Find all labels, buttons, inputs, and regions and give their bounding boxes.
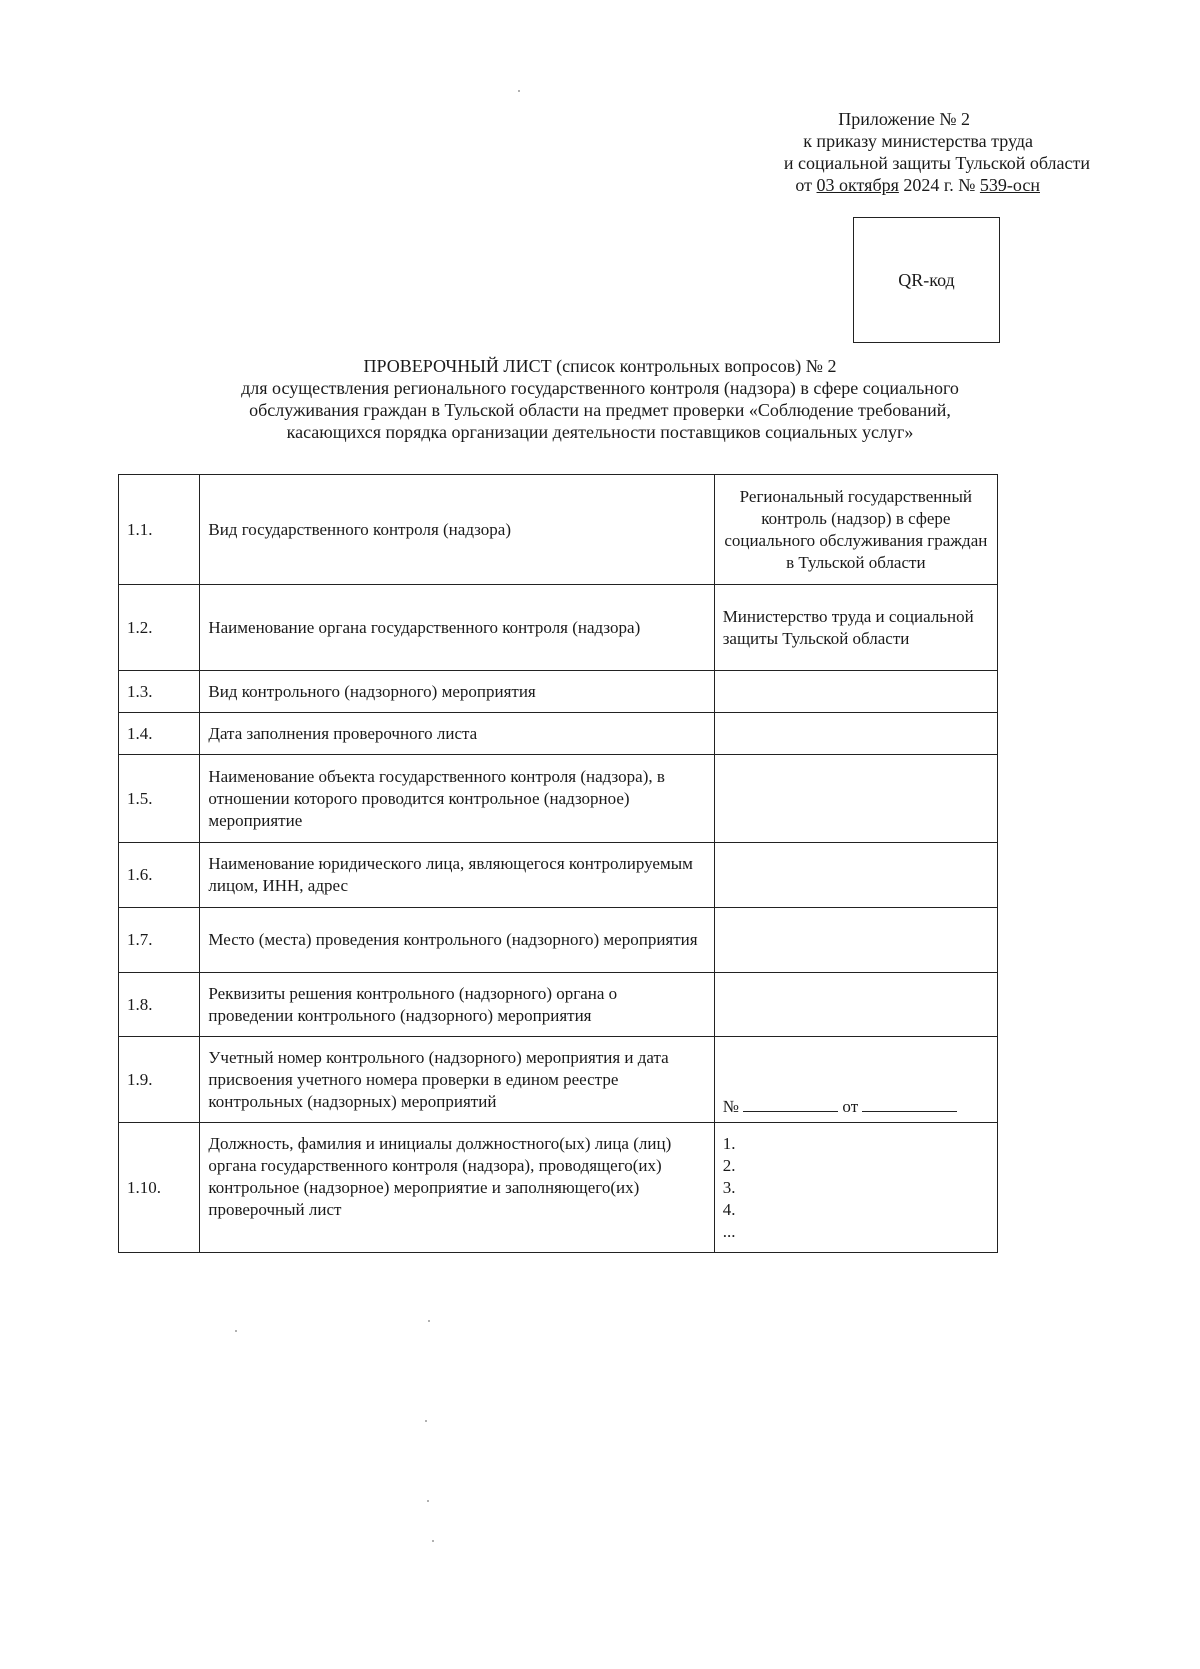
document-heading	[140, 355, 1060, 443]
number-sign: №	[722, 1097, 739, 1116]
scan-speck	[428, 1320, 430, 1322]
table-row	[119, 1037, 998, 1123]
table-row	[119, 713, 998, 755]
row-answer: Министерство труда и социальной защиты Тульской области	[714, 585, 997, 671]
table-row	[119, 671, 998, 713]
heading-line-2: для осуществления регионального государственного контроля (надзора) в сфере социального	[241, 378, 959, 398]
row-answer-field[interactable]	[714, 973, 997, 1037]
row-answer-field[interactable]	[714, 671, 997, 713]
row-question: Реквизиты решения контрольного (надзорного) органа о проведении контрольного (надзорного) мероприятия	[200, 973, 714, 1037]
heading-line-3: обслуживания граждан в Тульской области на предмет проверки «Соблюдение требований,	[249, 400, 951, 420]
order-number: 539-осн	[979, 175, 1040, 195]
row-number: 1.4.	[119, 713, 200, 755]
registration-date-field[interactable]	[862, 1097, 957, 1112]
row-question: Место (места) проведения контрольного (надзорного) мероприятия	[200, 908, 714, 973]
list-item[interactable]: ...	[722, 1222, 736, 1241]
appendix-ministry: и социальной защиты Тульской области	[783, 153, 1090, 173]
order-prefix: от	[795, 175, 813, 195]
scan-speck	[427, 1500, 429, 1502]
row-answer-field[interactable]	[714, 843, 997, 908]
row-answer: Региональный государственный контроль (надзор) в сфере социального обслуживания граждан в Тульской области	[714, 475, 997, 585]
row-question: Наименование органа государственного контроля (надзора)	[200, 585, 714, 671]
row-question: Учетный номер контрольного (надзорного) мероприятия и дата присвоения учетного номера проверки в едином реестре контрольных (надзорных) мероприятий	[200, 1037, 714, 1123]
row-number: 1.10.	[119, 1123, 200, 1253]
row-question: Дата заполнения проверочного листа	[200, 713, 714, 755]
row-question: Наименование объекта государственного контроля (надзора), в отношении которого проводится контрольное (надзорное) мероприятие	[200, 755, 714, 843]
checklist-table	[118, 474, 998, 1253]
row-number: 1.1.	[119, 475, 200, 585]
row-question: Наименование юридического лица, являющегося контролируемым лицом, ИНН, адрес	[200, 843, 714, 908]
heading-line-4: касающихся порядка организации деятельности поставщиков социальных услуг»	[286, 422, 914, 442]
row-question: Вид контрольного (надзорного) мероприятия	[200, 671, 714, 713]
scan-speck	[518, 90, 520, 92]
scan-speck	[235, 1330, 237, 1332]
table-row	[119, 908, 998, 973]
appendix-header	[690, 108, 1090, 196]
row-number: 1.6.	[119, 843, 200, 908]
qr-code-placeholder	[853, 217, 1000, 343]
list-item[interactable]: 3.	[722, 1178, 736, 1197]
table-row	[119, 1123, 998, 1253]
order-date: 03 октября	[816, 175, 899, 195]
table-row	[119, 585, 998, 671]
row-answer-registration	[714, 1037, 997, 1123]
row-number: 1.9.	[119, 1037, 200, 1123]
appendix-title: Приложение № 2	[838, 109, 970, 129]
table-row	[119, 843, 998, 908]
row-question: Должность, фамилия и инициалы должностного(ых) лица (лиц) органа государственного контроля (надзора), проводящего(их) контрольное (надзорное) мероприятие и заполняющего(их) проверочный лист	[200, 1123, 714, 1253]
row-answer-list	[714, 1123, 997, 1253]
document-title: ПРОВЕРОЧНЫЙ ЛИСТ (список контрольных вопросов) № 2	[363, 356, 837, 376]
scan-speck	[425, 1420, 427, 1422]
order-year: 2024 г. №	[903, 175, 976, 195]
row-number: 1.7.	[119, 908, 200, 973]
row-number: 1.8.	[119, 973, 200, 1037]
appendix-order-ref: к приказу министерства труда	[803, 131, 1033, 151]
table-row	[119, 755, 998, 843]
list-item[interactable]: 1.	[722, 1134, 736, 1153]
row-answer-field[interactable]	[714, 713, 997, 755]
scan-speck	[432, 1540, 434, 1542]
list-item[interactable]: 4.	[722, 1200, 736, 1219]
registration-number-field[interactable]	[743, 1097, 838, 1112]
table-row	[119, 475, 998, 585]
table-row	[119, 973, 998, 1037]
from-label: от	[842, 1097, 859, 1116]
appendix-order-date-line	[690, 174, 1090, 196]
row-question: Вид государственного контроля (надзора)	[200, 475, 714, 585]
row-answer-field[interactable]	[714, 755, 997, 843]
list-item[interactable]: 2.	[722, 1156, 736, 1175]
row-number: 1.3.	[119, 671, 200, 713]
row-number: 1.5.	[119, 755, 200, 843]
row-number: 1.2.	[119, 585, 200, 671]
qr-code-label: QR-код	[898, 269, 955, 290]
row-answer-field[interactable]	[714, 908, 997, 973]
